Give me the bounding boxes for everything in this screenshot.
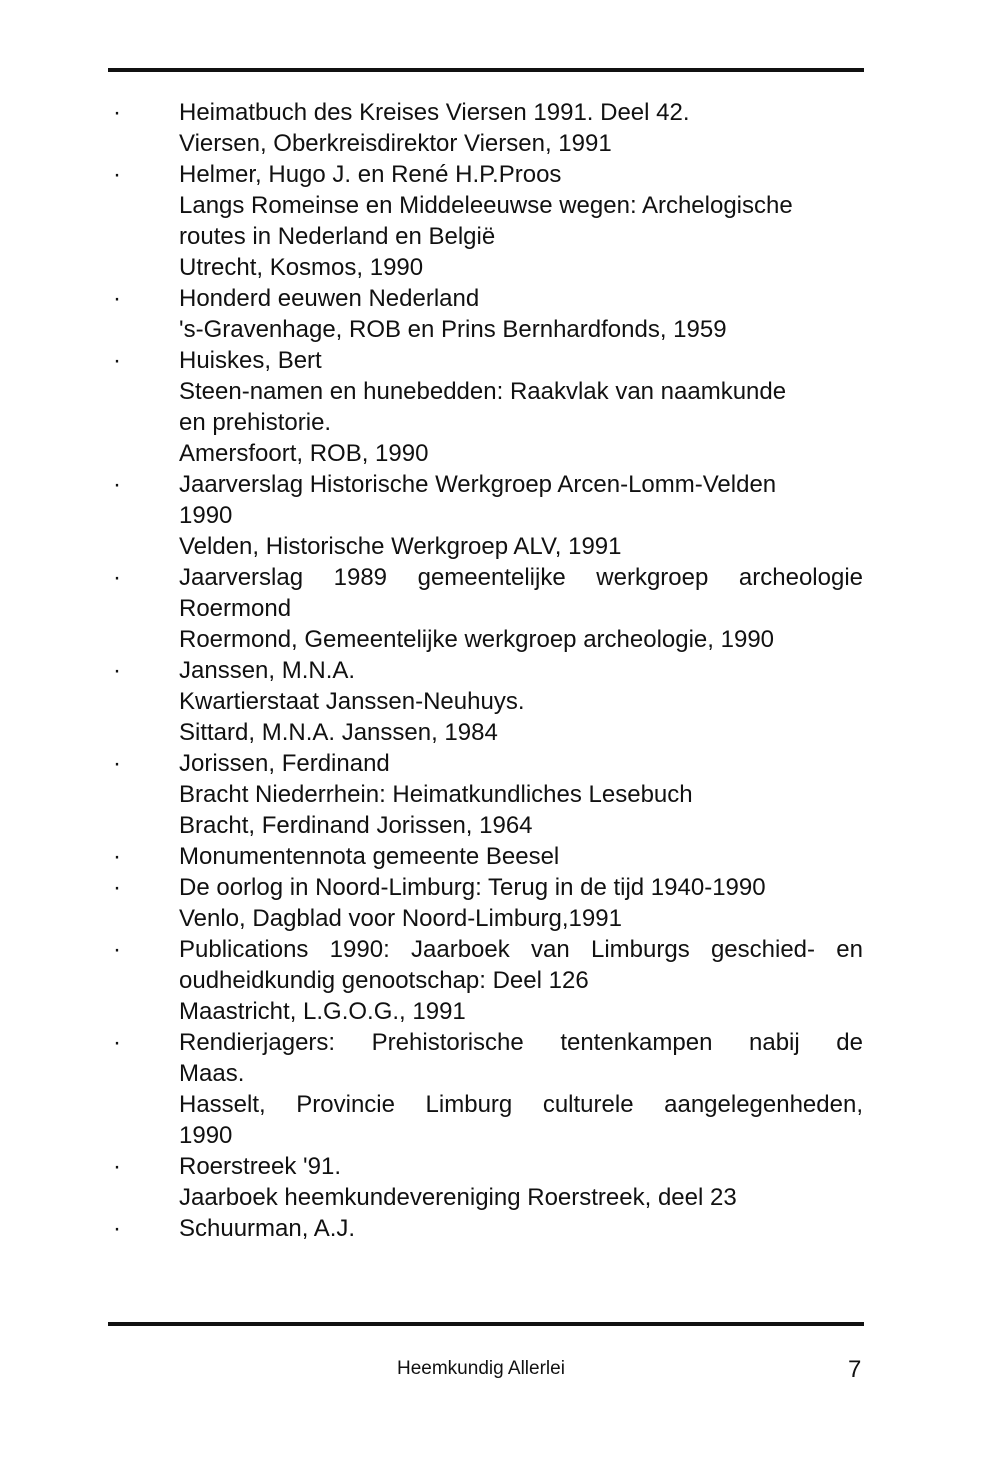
entry-line: Jaarverslag 1989 gemeentelijke werkgroep archeologie: [179, 564, 863, 591]
entry-line: Schuurman, A.J.: [179, 1215, 356, 1242]
bullet-dot: ·: [113, 471, 121, 498]
bibliography-entry: [0, 562, 1000, 655]
entry-line: Monumentennota gemeente Beesel: [179, 843, 560, 870]
bibliography-entry: [0, 283, 1000, 345]
entry-text: [179, 283, 863, 345]
entry-text: [179, 345, 863, 469]
entry-line: 1990: [179, 502, 233, 529]
page-number: 7: [848, 1356, 862, 1383]
entry-text: [179, 562, 863, 655]
bullet-dot: ·: [113, 99, 121, 126]
bullet-dot: ·: [113, 657, 121, 684]
entry-text: [179, 97, 863, 159]
bullet-dot: ·: [113, 1153, 121, 1180]
entry-text: [179, 655, 863, 748]
entry-text: [179, 1213, 863, 1244]
entry-line: Honderd eeuwen Nederland: [179, 285, 480, 312]
entry-line: Langs Romeinse en Middeleeuwse wegen: Archelogische: [179, 192, 793, 219]
entry-line: Utrecht, Kosmos, 1990: [179, 254, 424, 281]
bullet-dot: ·: [113, 750, 121, 777]
bibliography-entry: [0, 748, 1000, 841]
entry-line: Viersen, Oberkreisdirektor Viersen, 1991: [179, 130, 612, 157]
entry-text: [179, 748, 863, 841]
entry-line: en prehistorie.: [179, 409, 332, 436]
entry-line: Jorissen, Ferdinand: [179, 750, 390, 777]
entry-line: Rendierjagers: Prehistorische tentenkampen nabij de: [179, 1029, 863, 1056]
entry-line: 's-Gravenhage, ROB en Prins Bernhardfonds, 1959: [179, 316, 727, 343]
bullet-dot: ·: [113, 347, 121, 374]
bullet-dot: ·: [113, 1029, 121, 1056]
entry-line: Janssen, M.N.A.: [179, 657, 356, 684]
bibliography-entry: [0, 1213, 1000, 1244]
entry-text: [179, 1027, 863, 1151]
bibliography-entry: [0, 159, 1000, 283]
bullet-dot: ·: [113, 936, 121, 963]
entry-line: Helmer, Hugo J. en René H.P.Proos: [179, 161, 562, 188]
bullet-dot: ·: [113, 874, 121, 901]
entry-line: Heimatbuch des Kreises Viersen 1991. Deel 42.: [179, 99, 690, 126]
entry-line: Steen-namen en hunebedden: Raakvlak van naamkunde: [179, 378, 787, 405]
entry-line: Hasselt, Provincie Limburg culturele aangelegenheden,: [179, 1091, 863, 1118]
bibliography-entry: [0, 469, 1000, 562]
entry-text: [179, 872, 863, 934]
entry-line: Huiskes, Bert: [179, 347, 322, 374]
entry-line: Bracht Niederrhein: Heimatkundliches Lesebuch: [179, 781, 693, 808]
entry-line: Jaarboek heemkundevereniging Roerstreek, deel 23: [179, 1184, 737, 1211]
entry-line: Bracht, Ferdinand Jorissen, 1964: [179, 812, 533, 839]
bibliography-entry: [0, 934, 1000, 1027]
bullet-dot: ·: [113, 285, 121, 312]
top-rule: [108, 68, 864, 72]
bullet-dot: ·: [113, 564, 121, 591]
entry-text: [179, 469, 863, 562]
footer-title: Heemkundig Allerlei: [397, 1358, 565, 1379]
entry-text: [179, 934, 863, 1027]
entry-line: Roerstreek '91.: [179, 1153, 341, 1180]
bibliography-list: [0, 97, 1000, 1244]
entry-line: routes in Nederland en België: [179, 223, 496, 250]
entry-line: De oorlog in Noord-Limburg: Terug in de tijd 1940-1990: [179, 874, 766, 901]
entry-line: Venlo, Dagblad voor Noord-Limburg,1991: [179, 905, 622, 932]
entry-text: [179, 841, 863, 872]
bibliography-entry: [0, 841, 1000, 872]
bibliography-entry: [0, 1027, 1000, 1151]
bottom-rule: [108, 1322, 864, 1326]
entry-line: Amersfoort, ROB, 1990: [179, 440, 429, 467]
bibliography-entry: [0, 345, 1000, 469]
entry-text: [179, 1151, 863, 1213]
entry-line: Maastricht, L.G.O.G., 1991: [179, 998, 466, 1025]
entry-line: Roermond, Gemeentelijke werkgroep archeologie, 1990: [179, 626, 775, 653]
bibliography-entry: [0, 655, 1000, 748]
bullet-dot: ·: [113, 161, 121, 188]
entry-line: Kwartierstaat Janssen-Neuhuys.: [179, 688, 525, 715]
entry-line: oudheidkundig genootschap: Deel 126: [179, 967, 589, 994]
bibliography-entry: [0, 97, 1000, 159]
bullet-dot: ·: [113, 843, 121, 870]
entry-line: Sittard, M.N.A. Janssen, 1984: [179, 719, 498, 746]
bibliography-entry: [0, 872, 1000, 934]
entry-line: Roermond: [179, 595, 292, 622]
entry-line: Velden, Historische Werkgroep ALV, 1991: [179, 533, 622, 560]
entry-line: Maas.: [179, 1060, 245, 1087]
bullet-dot: ·: [113, 1215, 121, 1242]
entry-line: 1990: [179, 1122, 233, 1149]
entry-line: Publications 1990: Jaarboek van Limburgs geschied- en: [179, 936, 863, 963]
entry-text: [179, 159, 863, 283]
bibliography-entry: [0, 1151, 1000, 1213]
entry-line: Jaarverslag Historische Werkgroep Arcen-Lomm-Velden: [179, 471, 777, 498]
